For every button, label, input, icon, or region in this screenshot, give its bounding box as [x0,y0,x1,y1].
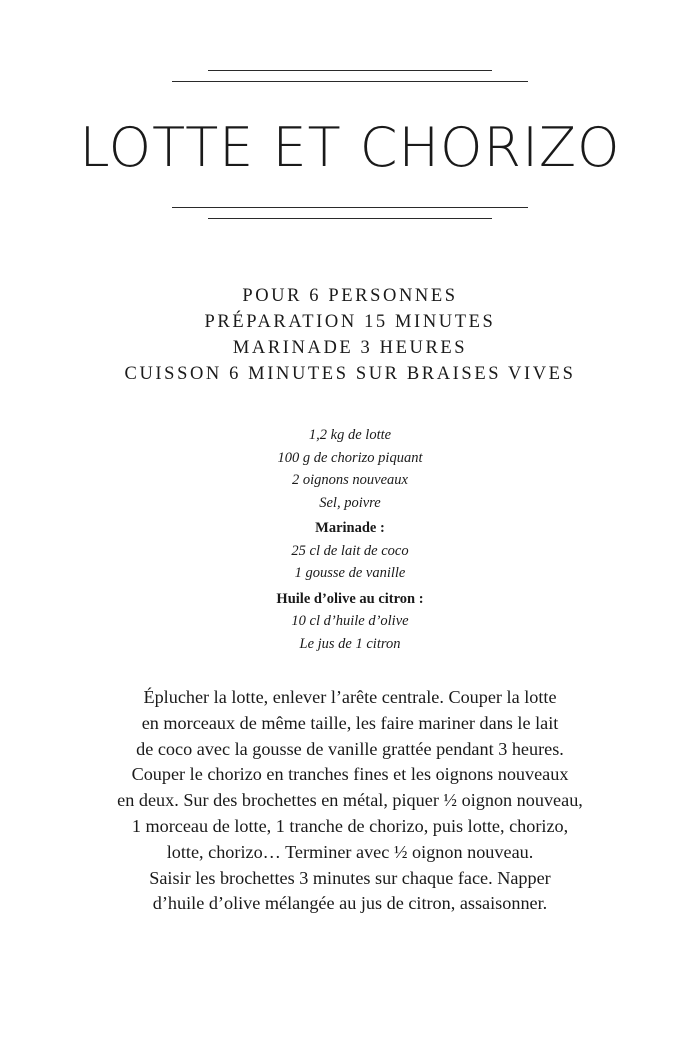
method-line: en morceaux de même taille, les faire mariner dans le lait [141,712,559,733]
method-line: 1 morceau de lotte, 1 tranche de chorizo, puis lotte, chorizo, [131,815,569,836]
method-line: de coco avec la gousse de vanille grattée pendant 3 heures. [136,738,564,759]
method-line: Éplucher la lotte, enlever l’arête centrale. Couper la lotte [143,687,557,707]
ingredient-item: Le jus de 1 citron [299,635,401,652]
method-line: Saisir les brochettes 3 minutes sur chaque face. Napper [149,867,551,888]
method-text [0,685,700,917]
servings-line: POUR 6 PERSONNES [242,286,458,306]
title-rule-bottom-short [208,218,492,219]
ingredient-item: 100 g de chorizo piquant [277,449,423,466]
ingredient-item: 2 oignons nouveaux [292,472,408,488]
title-rule-top-long [172,81,528,82]
preparation-line: PRÉPARATION 15 MINUTES [204,312,496,332]
marinade-time-line: MARINADE 3 HEURES [232,338,468,358]
ingredient-item: 1,2 kg de lotte [308,427,392,443]
ingredient-item: 1 gousse de vanille [294,565,406,581]
recipe-meta [0,283,700,387]
title-rule-top-short [208,70,492,71]
method-line: Couper le chorizo en tranches fines et les oignons nouveaux [131,764,569,785]
oil-heading: Huile d’olive au citron : [276,590,424,607]
cooking-line: CUISSON 6 MINUTES SUR BRAISES VIVES [124,364,576,384]
ingredients-list [0,424,700,655]
ingredient-item: Sel, poivre [319,494,381,511]
ingredient-item: 10 cl d’huile d’olive [291,613,409,629]
method-line: d’huile d’olive mélangée au jus de citron, assaisonner. [152,893,548,914]
method-line: en deux. Sur des brochettes en métal, piquer ½ oignon nouveau, [117,790,583,811]
marinade-heading: Marinade : [315,520,385,536]
ingredient-item: 25 cl de lait de coco [291,542,409,559]
recipe-title: LOTTE ET CHORIZO [79,116,621,179]
method-line: lotte, chorizo… Terminer avec ½ oignon nouveau. [166,841,534,862]
title-rule-bottom-long [172,207,528,208]
